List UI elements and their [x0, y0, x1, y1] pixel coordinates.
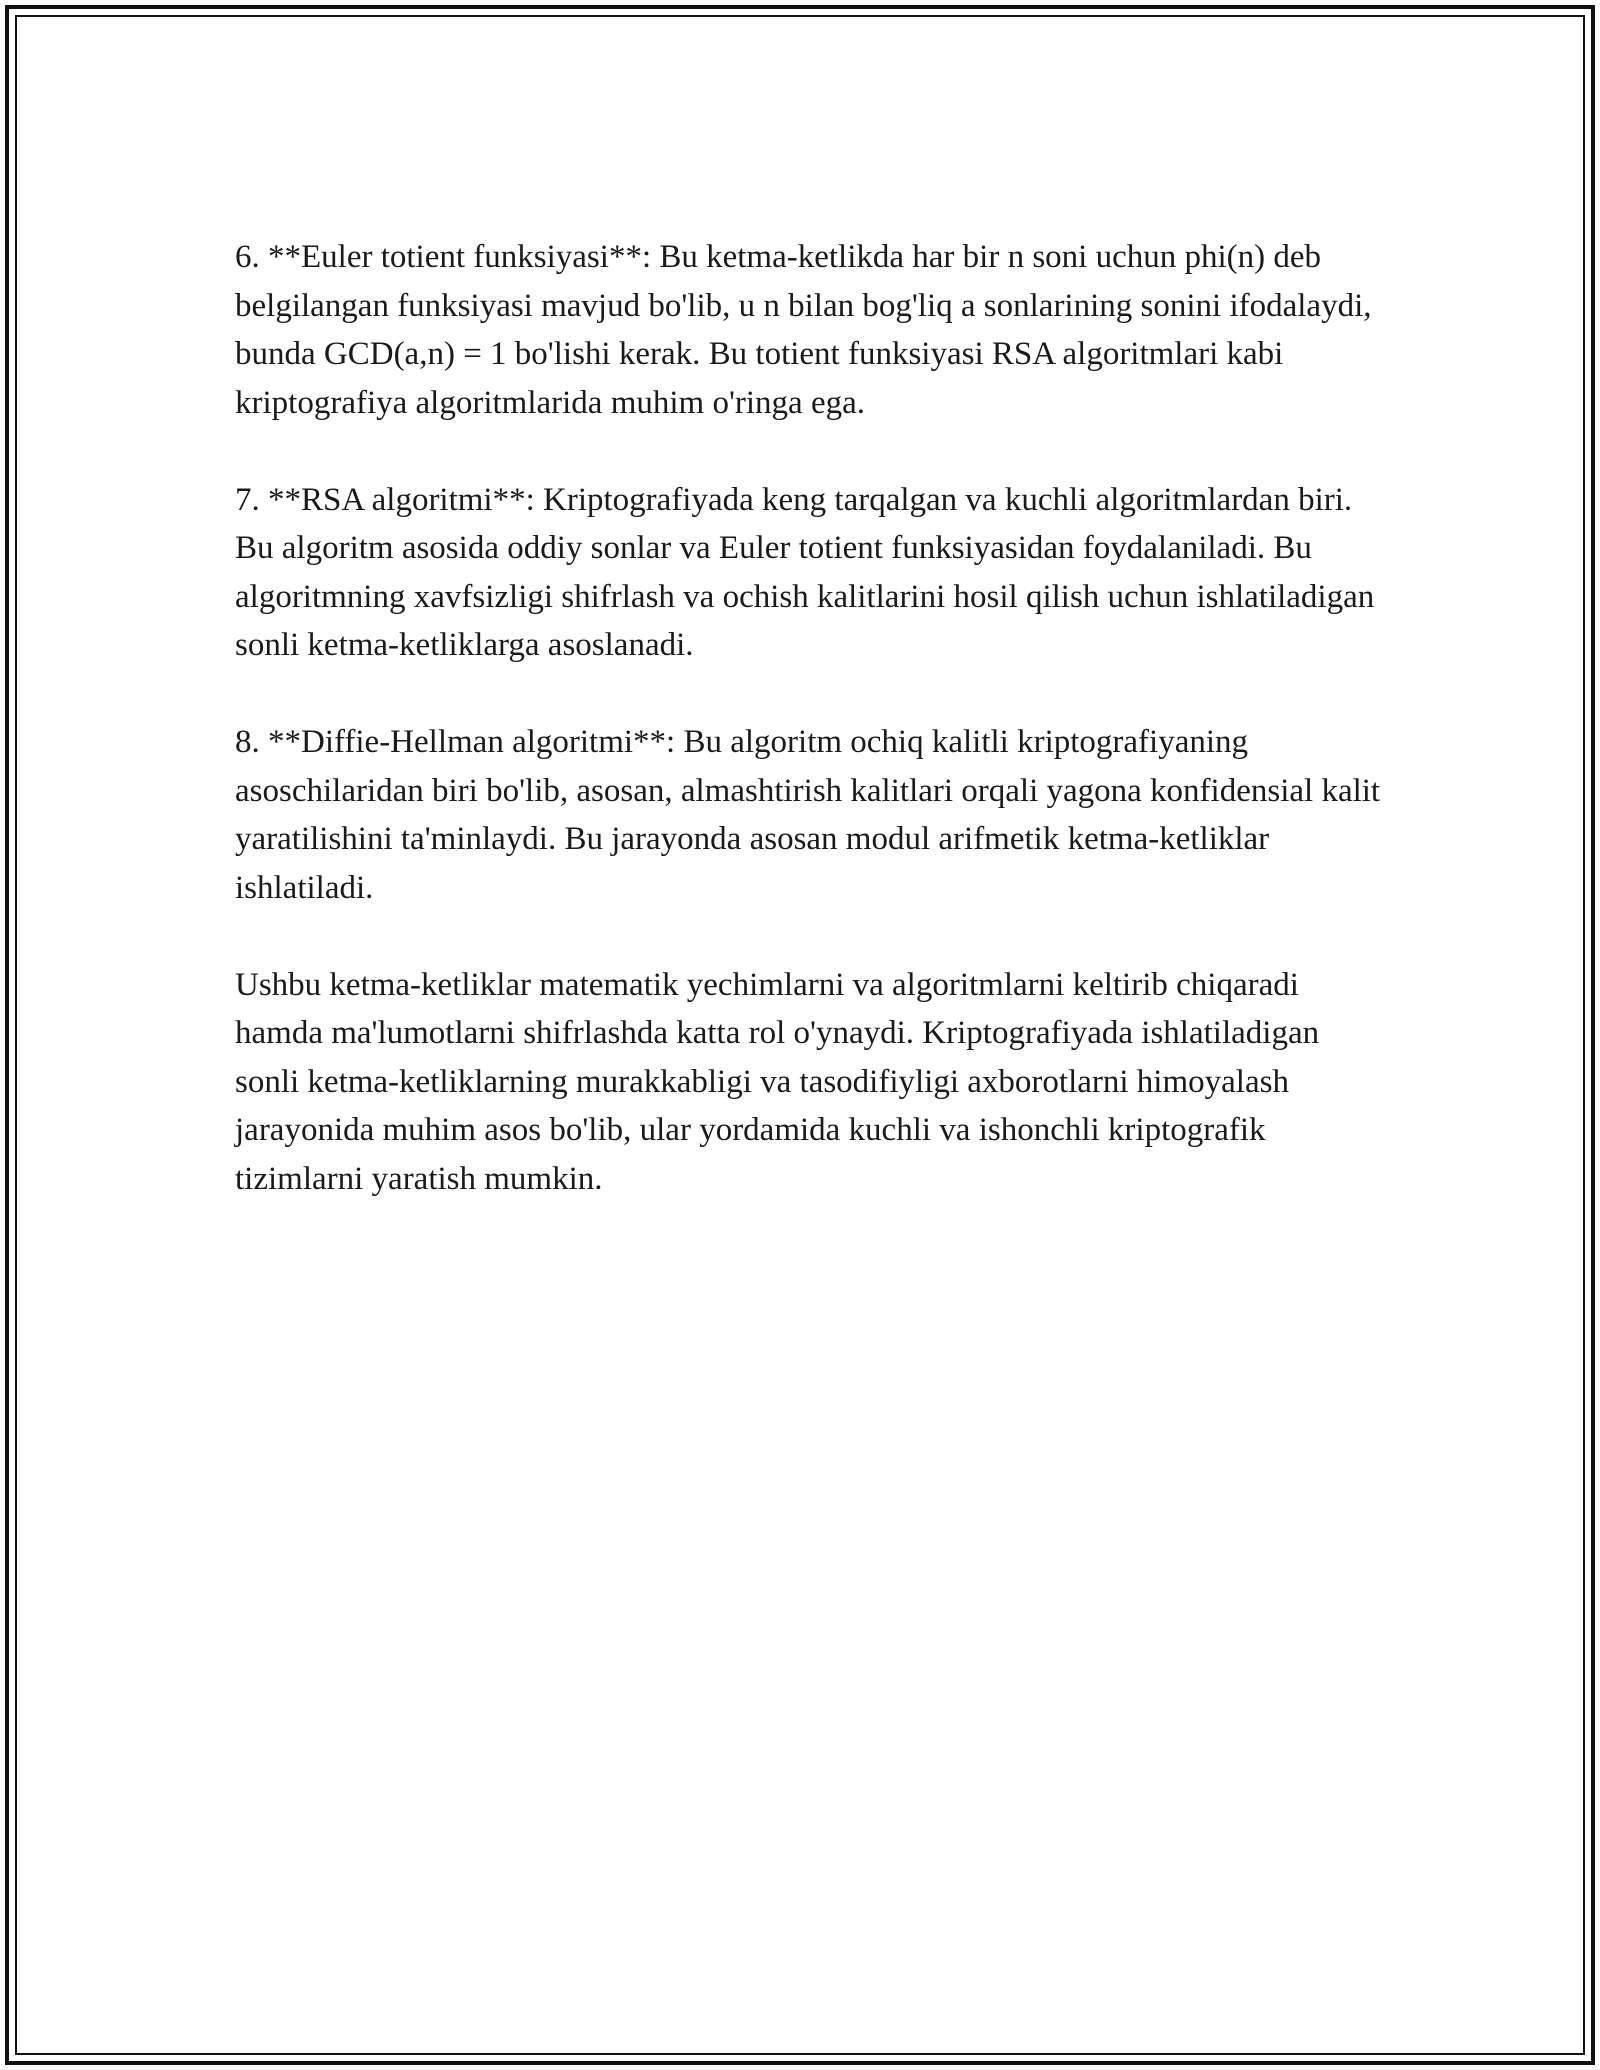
paragraph-euler-totient: 6. **Euler totient funksiyasi**: Bu ketma-ketlikda har bir n soni uchun phi(n) deb belgilangan funksiyasi mavjud bo'lib, u n bilan bog'liq a sonlarining sonini ifodalaydi, bunda GCD(a,n) = 1 bo'lishi kerak. Bu totient funksiyasi RSA algoritmlari kabi kriptografiya algoritmlarida muhim o'ringa ega.: [235, 239, 1372, 421]
paragraph-diffie-hellman: 8. **Diffie-Hellman algoritmi**: Bu algoritm ochiq kalitli kriptografiyaning asoschilaridan biri bo'lib, asosan, almashtirish kalitlari orqali yagona konfidensial kalit yaratilishini ta'minlaydi. Bu jarayonda asosan modul arifmetik ketma-ketliklar ishlatiladi.: [235, 724, 1381, 906]
document-body: [235, 233, 1385, 1203]
paragraph-conclusion: Ushbu ketma-ketliklar matematik yechimlarni va algoritmlarni keltirib chiqaradi hamda ma'lumotlarni shifrlashda katta rol o'ynaydi. Kriptografiyada ishlatiladigan sonli ketma-ketliklarning murakkabligi va tasodifiyligi axborotlarni himoyalash jarayonida muhim asos bo'lib, ular yordamida kuchli va ishonchli kriptografik tizimlarni yaratish mumkin.: [235, 966, 1320, 1197]
paragraph-rsa-algorithm: 7. **RSA algoritmi**: Kriptografiyada keng tarqalgan va kuchli algoritmlardan biri. Bu algoritm asosida oddiy sonlar va Euler totient funksiyasidan foydalaniladi. Bu algoritmning xavfsizligi shifrlash va ochish kalitlarini hosil qilish uchun ishlatiladigan sonli ketma-ketliklarga asoslanadi.: [235, 481, 1375, 663]
